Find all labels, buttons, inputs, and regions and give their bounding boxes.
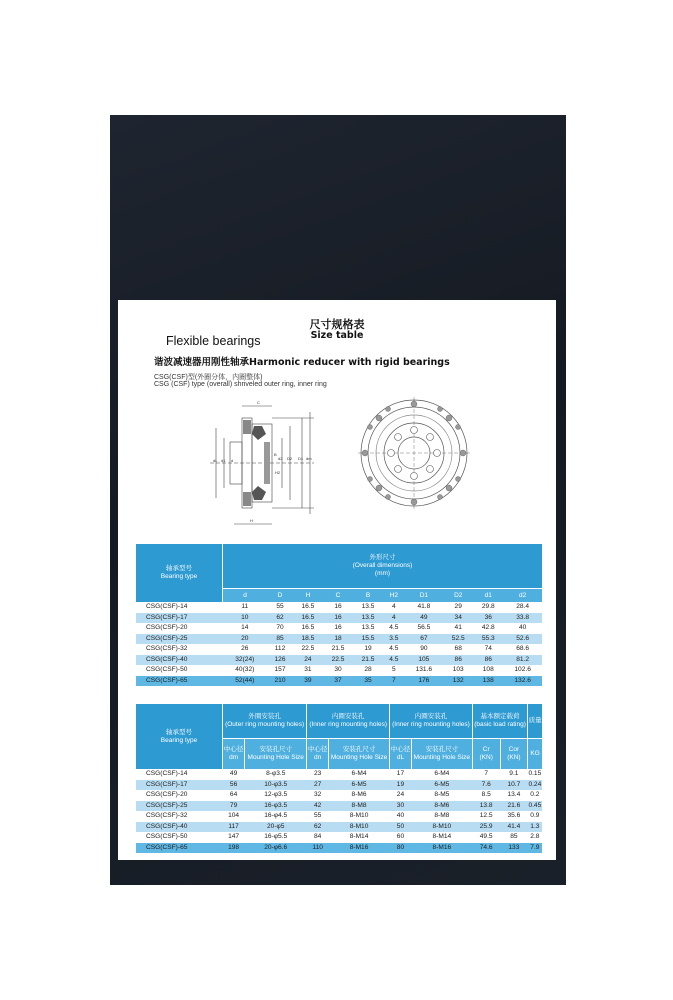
bearing-cross-section-drawing xyxy=(202,398,322,528)
page-title: 尺寸规格表 xyxy=(309,318,365,331)
table-row: CSG(CSF)-32 26 112 22.5 21.5 19 4.5 90 68 74 68.6 xyxy=(136,644,542,655)
col-header-d: d xyxy=(223,589,268,603)
table-row: CSG(CSF)-17 56 10-φ3.5 27 6-M5 19 6-M5 7.6 10.7 0.24 xyxy=(136,780,542,791)
dims-unit: (mm) xyxy=(374,570,391,577)
col-header-D: D xyxy=(267,589,293,603)
col-header-D1: D1 xyxy=(405,589,444,603)
dim-label-d2: d2 xyxy=(278,456,283,461)
col-header-B: B xyxy=(353,589,383,603)
inner-holes-header-cn: 内圈安装孔 xyxy=(331,713,365,720)
inner-holes-2-header-en: (Inner ring mounting holes) xyxy=(392,721,470,728)
table-row: CSG(CSF)-25 20 85 18.5 18 15.5 3.5 67 52.5 55.3 52.6 xyxy=(136,634,542,645)
overall-dimensions-table xyxy=(136,544,542,686)
size-table-sheet xyxy=(118,300,556,860)
col-header-H2: H2 xyxy=(383,589,404,603)
load-rating-header-cn: 基本额定载荷 xyxy=(480,713,520,720)
dim-label-c: C xyxy=(257,400,260,405)
table-row: CSG(CSF)-20 64 12-φ3.5 32 8-M6 24 8-M5 8.5 13.4 0.2 xyxy=(136,790,542,801)
bearing-front-view-drawing xyxy=(358,397,470,509)
weight-header: 质量 xyxy=(528,704,542,739)
table-row: CSG(CSF)-20 14 70 16.5 16 13.5 4.5 56.5 41 42.8 40 xyxy=(136,623,542,634)
load-rating-header-en: (basic load rating) xyxy=(474,721,526,728)
dim-label-D1: D1 xyxy=(298,456,304,461)
dim-label-D2: D2 xyxy=(287,456,293,461)
col-header-H: H xyxy=(293,589,323,603)
harmonic-reducer-heading: 谐波减速器用刚性轴承Harmonic reducer with rigid bearings xyxy=(154,357,450,368)
model-header-en-2: Bearing type xyxy=(160,736,198,744)
outer-holes-header-cn: 外圈安装孔 xyxy=(248,713,281,720)
dims-header-cn: 外形尺寸 xyxy=(369,554,396,561)
table-row: CSG(CSF)-14 49 8-φ3.5 23 6-M4 17 6-M4 7 9.1 0.15 xyxy=(136,769,542,780)
table-row: CSG(CSF)-14 11 55 16.5 16 13.5 4 41.8 29 29.8 28.4 xyxy=(136,602,542,613)
dim-label-h: H xyxy=(250,518,253,523)
mounting-holes-table: 轴承型号 Bearing type 外圈安装孔 (Outer ring mounting holes) 内圈安装孔 (Inner ring mounting holes) 内圈安装孔 (Inner ring mounting holes) 基本额定载荷 (basic load rating) 质量 中心径 dm 安装孔尺寸 Mounting Hole Size 中心径 dn 安装孔尺寸 Mounting Hole Size 中心径 dL 安装孔尺寸 Mounting Hole Size Cr (KN) Cor (KN) KG CSG(CSF)-14 49 8-φ3.5 23 6-M4 17 6-M4 7 9.1 0.15 CSG(CSF)-17 56 10-φ3.5 27 6-M5 19 6-M5 7.6 10.7 0.24 CSG(CSF)-20 64 12-φ3.5 32 8-M6 24 8-M5 8.5 13.4 0.2 CSG(CSF)-25 79 16-φ3.5 42 8-M8 30 8-M6 13.8 21.6 0.45 CSG(CSF)-32 104 16-φ4.5 55 8-M10 40 8-M8 12.5 35.6 0.9 CSG(CSF)-40 117 20-φ5 62 8-M10 50 8-M10 25.9 41.4 1.3 CSG(CSF)-50 147 16-φ5.5 84 8-M14 60 8-M14 49.5 85 2.8 CSG(CSF)-65 198 20-φ6.6 110 8-M16 80 8-M16 74.6 133 7.9 xyxy=(136,704,542,853)
dim-label-dm: dm xyxy=(306,456,312,461)
flexible-bearings-heading: Flexible bearings xyxy=(166,334,261,348)
dim-label-b: B xyxy=(274,452,277,457)
page-subtitle: Size table xyxy=(310,330,364,341)
table-row: CSG(CSF)-65 52(44) 210 39 37 35 7 176 132 138 132.6 xyxy=(136,676,542,687)
type-description-en: CSG (CSF) type (overall) shriveled outer ring, inner ring xyxy=(154,381,327,388)
model-header-cn-2: 轴承型号 xyxy=(166,728,192,736)
table-row: CSG(CSF)-40 32(24) 126 24 22.5 21.5 4.5 105 86 86 81.2 xyxy=(136,655,542,666)
dims-header-en: (Overall dimensions) xyxy=(352,562,413,569)
table-row: CSG(CSF)-40 117 20-φ5 62 8-M10 50 8-M10 25.9 41.4 1.3 xyxy=(136,822,542,833)
col-header-d1: d1 xyxy=(473,589,503,603)
col-header-d2: d2 xyxy=(503,589,542,603)
col-header-D2: D2 xyxy=(443,589,473,603)
model-header-cn: 轴承型号 xyxy=(166,565,192,572)
table-row: CSG(CSF)-50 147 16-φ5.5 84 8-M14 60 8-M14 49.5 85 2.8 xyxy=(136,832,542,843)
table-row: CSG(CSF)-65 198 20-φ6.6 110 8-M16 80 8-M16 74.6 133 7.9 xyxy=(136,843,542,854)
col-header-C: C xyxy=(323,589,353,603)
inner-holes-2-header-cn: 内圈安装孔 xyxy=(414,713,448,720)
dim-label-d: d xyxy=(231,458,234,463)
table-row: CSG(CSF)-50 40(32) 157 31 30 28 5 131.6 103 108 102.6 xyxy=(136,665,542,676)
dim-label-h2: H2 xyxy=(275,470,281,475)
outer-holes-header-en: (Outer ring mounting holes) xyxy=(225,721,305,728)
table-row: CSG(CSF)-32 104 16-φ4.5 55 8-M10 40 8-M8 12.5 35.6 0.9 xyxy=(136,811,542,822)
model-header-en: Bearing type xyxy=(160,573,198,580)
inner-holes-header-en: (Inner ring mounting holes) xyxy=(309,721,388,728)
dim-label-d1: d1 xyxy=(221,458,226,463)
table-row: CSG(CSF)-25 79 16-φ3.5 42 8-M8 30 8-M6 13.8 21.6 0.45 xyxy=(136,801,542,812)
table-row: CSG(CSF)-17 10 62 16.5 16 13.5 4 49 34 36 33.8 xyxy=(136,613,542,624)
type-description-cn: CSG(CSF)型(外圈分体，内圈整体) xyxy=(154,374,263,381)
dim-label-dl: dL xyxy=(213,458,218,463)
